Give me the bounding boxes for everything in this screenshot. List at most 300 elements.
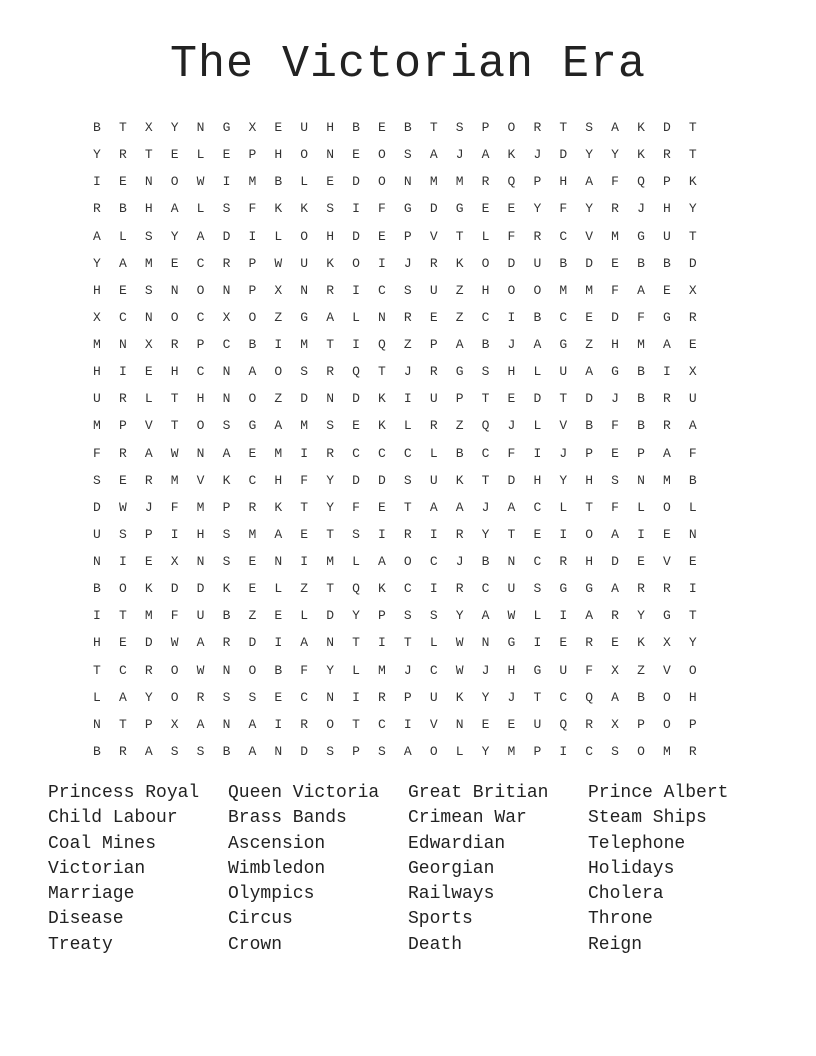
grid-letter[interactable]: B [352, 120, 360, 136]
grid-letter[interactable]: M [300, 337, 309, 353]
grid-letter[interactable]: H [93, 635, 101, 651]
grid-letter[interactable]: U [662, 228, 671, 244]
grid-letter[interactable]: M [93, 337, 101, 353]
grid-letter[interactable]: T [507, 526, 516, 542]
grid-letter[interactable]: C [378, 282, 386, 298]
grid-letter[interactable]: Q [352, 364, 360, 380]
grid-letter[interactable]: D [222, 228, 231, 244]
grid-letter[interactable]: D [352, 174, 360, 190]
grid-letter[interactable]: A [144, 743, 153, 759]
grid-letter[interactable]: T [170, 391, 179, 407]
grid-letter[interactable]: Y [611, 147, 619, 163]
grid-letter[interactable]: R [455, 526, 464, 542]
grid-letter[interactable]: P [378, 608, 386, 624]
grid-letter[interactable]: O [326, 716, 335, 732]
grid-letter[interactable]: T [326, 337, 335, 353]
grid-letter[interactable]: N [326, 391, 335, 407]
grid-letter[interactable]: N [403, 174, 412, 190]
grid-letter[interactable]: Y [481, 743, 490, 759]
grid-letter[interactable]: O [248, 391, 257, 407]
grid-letter[interactable]: U [429, 391, 438, 407]
grid-letter[interactable]: A [455, 337, 464, 353]
grid-letter[interactable]: O [585, 526, 594, 542]
grid-letter[interactable]: U [300, 120, 309, 136]
grid-letter[interactable]: R [662, 581, 671, 597]
grid-letter[interactable]: B [118, 201, 127, 217]
grid-letter[interactable]: I [222, 174, 231, 190]
grid-letter[interactable]: M [585, 282, 594, 298]
grid-letter[interactable]: G [662, 309, 671, 325]
grid-letter[interactable]: M [274, 445, 283, 461]
grid-letter[interactable]: U [429, 282, 438, 298]
grid-letter[interactable]: A [248, 743, 257, 759]
grid-letter[interactable]: R [196, 689, 205, 705]
grid-letter[interactable]: O [507, 282, 516, 298]
grid-letter[interactable]: X [222, 309, 231, 325]
grid-letter[interactable]: L [274, 581, 283, 597]
grid-letter[interactable]: A [403, 743, 412, 759]
grid-letter[interactable]: E [481, 716, 490, 732]
grid-letter[interactable]: L [481, 228, 490, 244]
grid-letter[interactable]: I [274, 635, 283, 651]
grid-letter[interactable]: I [93, 608, 101, 624]
grid-letter[interactable]: H [274, 147, 283, 163]
grid-letter[interactable]: G [248, 418, 257, 434]
grid-letter[interactable]: S [222, 554, 231, 570]
grid-letter[interactable]: O [196, 282, 205, 298]
grid-letter[interactable]: D [611, 554, 619, 570]
grid-letter[interactable]: C [378, 716, 386, 732]
grid-letter[interactable]: N [222, 716, 231, 732]
grid-letter[interactable]: W [507, 608, 516, 624]
grid-letter[interactable]: H [326, 120, 335, 136]
grid-letter[interactable]: F [300, 472, 309, 488]
grid-letter[interactable]: A [196, 228, 205, 244]
grid-letter[interactable]: L [559, 499, 568, 515]
grid-letter[interactable]: E [688, 337, 697, 353]
grid-letter[interactable]: R [611, 201, 619, 217]
grid-letter[interactable]: E [378, 228, 386, 244]
grid-letter[interactable]: G [611, 364, 619, 380]
grid-letter[interactable]: Y [93, 255, 101, 271]
grid-letter[interactable]: D [352, 228, 360, 244]
grid-letter[interactable]: T [118, 608, 127, 624]
grid-letter[interactable]: W [118, 499, 127, 515]
grid-letter[interactable]: J [455, 554, 464, 570]
grid-letter[interactable]: E [559, 635, 568, 651]
grid-letter[interactable]: I [559, 608, 568, 624]
grid-letter[interactable]: L [300, 608, 309, 624]
grid-letter[interactable]: F [507, 445, 516, 461]
grid-letter[interactable]: R [403, 309, 412, 325]
grid-letter[interactable]: L [352, 554, 360, 570]
grid-letter[interactable]: V [662, 662, 671, 678]
grid-letter[interactable]: T [403, 499, 412, 515]
grid-letter[interactable]: A [662, 337, 671, 353]
grid-letter[interactable]: N [170, 282, 179, 298]
grid-letter[interactable]: E [118, 635, 127, 651]
grid-letter[interactable]: Y [455, 608, 464, 624]
grid-letter[interactable]: Y [559, 472, 568, 488]
grid-letter[interactable]: C [118, 309, 127, 325]
grid-letter[interactable]: O [403, 554, 412, 570]
grid-letter[interactable]: M [248, 526, 257, 542]
grid-letter[interactable]: B [637, 391, 645, 407]
grid-letter[interactable]: E [222, 147, 231, 163]
grid-letter[interactable]: J [144, 499, 153, 515]
grid-letter[interactable]: N [118, 337, 127, 353]
grid-letter[interactable]: E [378, 120, 386, 136]
grid-letter[interactable]: T [688, 147, 697, 163]
grid-letter[interactable]: E [274, 689, 283, 705]
grid-letter[interactable]: Y [585, 201, 594, 217]
grid-letter[interactable]: K [300, 201, 309, 217]
grid-letter[interactable]: C [248, 472, 257, 488]
grid-letter[interactable]: O [533, 282, 542, 298]
grid-letter[interactable]: E [352, 418, 360, 434]
grid-letter[interactable]: P [352, 743, 360, 759]
grid-letter[interactable]: S [403, 147, 412, 163]
grid-letter[interactable]: C [196, 364, 205, 380]
grid-letter[interactable]: D [326, 608, 335, 624]
grid-letter[interactable]: I [403, 391, 412, 407]
grid-letter[interactable]: L [533, 608, 542, 624]
grid-letter[interactable]: V [429, 228, 438, 244]
grid-letter[interactable]: Z [455, 282, 464, 298]
grid-letter[interactable]: Y [326, 472, 335, 488]
grid-letter[interactable]: P [533, 743, 542, 759]
grid-letter[interactable]: G [637, 228, 645, 244]
grid-letter[interactable]: D [248, 635, 257, 651]
grid-letter[interactable]: M [455, 174, 464, 190]
grid-letter[interactable]: R [585, 716, 594, 732]
grid-letter[interactable]: O [637, 743, 645, 759]
grid-letter[interactable]: F [352, 499, 360, 515]
grid-letter[interactable]: R [326, 282, 335, 298]
grid-letter[interactable]: T [118, 120, 127, 136]
grid-letter[interactable]: O [118, 581, 127, 597]
grid-letter[interactable]: A [585, 364, 594, 380]
grid-letter[interactable]: G [662, 608, 671, 624]
grid-letter[interactable]: B [637, 689, 645, 705]
grid-letter[interactable]: M [144, 255, 153, 271]
grid-letter[interactable]: L [300, 174, 309, 190]
grid-letter[interactable]: I [559, 526, 568, 542]
grid-letter[interactable]: K [455, 255, 464, 271]
grid-letter[interactable]: R [326, 364, 335, 380]
grid-letter[interactable]: Y [637, 608, 645, 624]
grid-letter[interactable]: S [170, 743, 179, 759]
grid-letter[interactable]: N [222, 662, 231, 678]
grid-letter[interactable]: N [196, 445, 205, 461]
grid-letter[interactable]: P [144, 716, 153, 732]
grid-letter[interactable]: A [429, 147, 438, 163]
grid-letter[interactable]: L [429, 635, 438, 651]
grid-letter[interactable]: Y [585, 147, 594, 163]
grid-letter[interactable]: M [196, 499, 205, 515]
grid-letter[interactable]: R [118, 743, 127, 759]
grid-letter[interactable]: C [429, 662, 438, 678]
grid-letter[interactable]: F [93, 445, 101, 461]
grid-letter[interactable]: J [403, 255, 412, 271]
grid-letter[interactable]: T [300, 499, 309, 515]
grid-letter[interactable]: T [688, 228, 697, 244]
grid-letter[interactable]: Y [170, 228, 179, 244]
grid-letter[interactable]: T [559, 120, 568, 136]
grid-letter[interactable]: M [662, 743, 671, 759]
grid-letter[interactable]: H [611, 337, 619, 353]
grid-letter[interactable]: I [352, 689, 360, 705]
grid-letter[interactable]: X [248, 120, 257, 136]
grid-letter[interactable]: S [222, 689, 231, 705]
grid-letter[interactable]: N [222, 282, 231, 298]
grid-letter[interactable]: O [662, 716, 671, 732]
grid-letter[interactable]: R [326, 445, 335, 461]
grid-letter[interactable]: A [533, 337, 542, 353]
grid-letter[interactable]: L [637, 499, 645, 515]
grid-letter[interactable]: S [93, 472, 101, 488]
grid-letter[interactable]: R [429, 418, 438, 434]
grid-letter[interactable]: I [170, 526, 179, 542]
grid-letter[interactable]: Z [274, 309, 283, 325]
grid-letter[interactable]: A [611, 689, 619, 705]
grid-letter[interactable]: W [274, 255, 283, 271]
grid-letter[interactable]: E [352, 147, 360, 163]
grid-letter[interactable]: H [688, 689, 697, 705]
grid-letter[interactable]: I [429, 581, 438, 597]
grid-letter[interactable]: N [378, 309, 386, 325]
grid-letter[interactable]: S [144, 282, 153, 298]
grid-letter[interactable]: E [611, 445, 619, 461]
grid-letter[interactable]: E [507, 716, 516, 732]
grid-letter[interactable]: A [637, 282, 645, 298]
grid-letter[interactable]: R [662, 147, 671, 163]
grid-letter[interactable]: R [93, 201, 101, 217]
grid-letter[interactable]: R [403, 526, 412, 542]
grid-letter[interactable]: E [326, 174, 335, 190]
grid-letter[interactable]: L [429, 445, 438, 461]
grid-letter[interactable]: D [585, 391, 594, 407]
grid-letter[interactable]: C [196, 255, 205, 271]
grid-letter[interactable]: E [248, 445, 257, 461]
grid-letter[interactable]: U [533, 716, 542, 732]
grid-letter[interactable]: B [637, 364, 645, 380]
grid-letter[interactable]: I [533, 635, 542, 651]
grid-letter[interactable]: F [611, 174, 619, 190]
grid-letter[interactable]: E [300, 526, 309, 542]
grid-letter[interactable]: M [326, 554, 335, 570]
grid-letter[interactable]: P [144, 526, 153, 542]
grid-letter[interactable]: G [300, 309, 309, 325]
grid-letter[interactable]: T [533, 689, 542, 705]
grid-letter[interactable]: X [170, 554, 179, 570]
grid-letter[interactable]: I [378, 526, 386, 542]
grid-letter[interactable]: N [326, 635, 335, 651]
grid-letter[interactable]: Y [533, 201, 542, 217]
grid-letter[interactable]: K [378, 391, 386, 407]
grid-letter[interactable]: P [688, 716, 697, 732]
grid-letter[interactable]: C [352, 445, 360, 461]
grid-letter[interactable]: O [300, 228, 309, 244]
grid-letter[interactable]: X [274, 282, 283, 298]
grid-letter[interactable]: A [222, 445, 231, 461]
grid-letter[interactable]: B [93, 581, 101, 597]
grid-letter[interactable]: N [507, 554, 516, 570]
grid-letter[interactable]: P [248, 255, 257, 271]
grid-letter[interactable]: L [352, 309, 360, 325]
grid-letter[interactable]: X [688, 282, 697, 298]
grid-letter[interactable]: U [93, 526, 101, 542]
grid-letter[interactable]: L [403, 418, 412, 434]
grid-letter[interactable]: R [144, 662, 153, 678]
grid-letter[interactable]: H [170, 364, 179, 380]
grid-letter[interactable]: S [352, 526, 360, 542]
grid-letter[interactable]: I [559, 743, 568, 759]
grid-letter[interactable]: O [429, 743, 438, 759]
grid-letter[interactable]: Q [378, 337, 386, 353]
grid-letter[interactable]: A [481, 147, 490, 163]
grid-letter[interactable]: H [559, 174, 568, 190]
grid-letter[interactable]: J [637, 201, 645, 217]
grid-letter[interactable]: T [144, 147, 153, 163]
grid-letter[interactable]: P [403, 689, 412, 705]
grid-letter[interactable]: E [118, 472, 127, 488]
grid-letter[interactable]: N [455, 716, 464, 732]
grid-letter[interactable]: I [300, 445, 309, 461]
grid-letter[interactable]: D [300, 391, 309, 407]
grid-letter[interactable]: V [144, 418, 153, 434]
grid-letter[interactable]: X [688, 364, 697, 380]
grid-letter[interactable]: C [533, 554, 542, 570]
grid-letter[interactable]: S [481, 364, 490, 380]
grid-letter[interactable]: J [533, 147, 542, 163]
grid-letter[interactable]: B [481, 554, 490, 570]
grid-letter[interactable]: E [274, 120, 283, 136]
grid-letter[interactable]: Y [688, 635, 697, 651]
grid-letter[interactable]: M [170, 472, 179, 488]
grid-letter[interactable]: J [507, 418, 516, 434]
grid-letter[interactable]: A [429, 499, 438, 515]
grid-letter[interactable]: D [688, 255, 697, 271]
grid-letter[interactable]: R [222, 255, 231, 271]
grid-letter[interactable]: A [274, 418, 283, 434]
grid-letter[interactable]: P [196, 337, 205, 353]
grid-letter[interactable]: F [688, 445, 697, 461]
grid-letter[interactable]: N [688, 526, 697, 542]
grid-letter[interactable]: B [662, 255, 671, 271]
grid-letter[interactable]: F [559, 201, 568, 217]
grid-letter[interactable]: P [533, 174, 542, 190]
grid-letter[interactable]: P [429, 337, 438, 353]
grid-letter[interactable]: Y [144, 689, 153, 705]
grid-letter[interactable]: G [455, 201, 464, 217]
grid-letter[interactable]: S [118, 526, 127, 542]
grid-letter[interactable]: R [429, 255, 438, 271]
grid-letter[interactable]: P [585, 445, 594, 461]
grid-letter[interactable]: I [352, 282, 360, 298]
grid-letter[interactable]: H [93, 364, 101, 380]
grid-letter[interactable]: I [507, 309, 516, 325]
grid-letter[interactable]: E [170, 147, 179, 163]
grid-letter[interactable]: B [274, 662, 283, 678]
letter-grid[interactable] [84, 114, 732, 765]
grid-letter[interactable]: I [118, 554, 127, 570]
grid-letter[interactable]: R [222, 635, 231, 651]
grid-letter[interactable]: O [378, 174, 386, 190]
grid-letter[interactable]: Y [93, 147, 101, 163]
grid-letter[interactable]: A [455, 499, 464, 515]
grid-letter[interactable]: D [611, 309, 619, 325]
grid-letter[interactable]: D [300, 743, 309, 759]
grid-letter[interactable]: K [688, 174, 697, 190]
grid-letter[interactable]: N [196, 120, 205, 136]
grid-letter[interactable]: L [196, 201, 205, 217]
grid-letter[interactable]: R [637, 581, 645, 597]
grid-letter[interactable]: K [507, 147, 516, 163]
grid-letter[interactable]: E [533, 526, 542, 542]
grid-letter[interactable]: T [326, 581, 335, 597]
grid-letter[interactable]: Q [352, 581, 360, 597]
grid-letter[interactable]: I [352, 337, 360, 353]
grid-letter[interactable]: C [559, 689, 568, 705]
grid-letter[interactable]: H [662, 201, 671, 217]
grid-letter[interactable]: U [300, 255, 309, 271]
grid-letter[interactable]: D [144, 635, 153, 651]
grid-letter[interactable]: R [455, 581, 464, 597]
grid-letter[interactable]: E [481, 201, 490, 217]
grid-letter[interactable]: S [326, 418, 335, 434]
grid-letter[interactable]: D [507, 255, 516, 271]
grid-letter[interactable]: N [326, 147, 335, 163]
grid-letter[interactable]: S [611, 743, 619, 759]
grid-letter[interactable]: G [585, 581, 594, 597]
grid-letter[interactable]: S [378, 743, 386, 759]
grid-letter[interactable]: S [533, 581, 542, 597]
grid-letter[interactable]: W [196, 662, 205, 678]
grid-letter[interactable]: R [533, 228, 542, 244]
grid-letter[interactable]: K [378, 581, 386, 597]
grid-letter[interactable]: E [611, 255, 619, 271]
grid-letter[interactable]: P [248, 147, 257, 163]
grid-letter[interactable]: A [585, 174, 594, 190]
grid-letter[interactable]: O [507, 120, 516, 136]
grid-letter[interactable]: U [196, 608, 205, 624]
grid-letter[interactable]: E [507, 391, 516, 407]
grid-letter[interactable]: O [274, 364, 283, 380]
grid-letter[interactable]: S [403, 282, 412, 298]
grid-letter[interactable]: S [429, 608, 438, 624]
grid-letter[interactable]: C [378, 445, 386, 461]
grid-letter[interactable]: N [637, 472, 645, 488]
grid-letter[interactable]: O [248, 309, 257, 325]
grid-letter[interactable]: R [559, 554, 568, 570]
grid-letter[interactable]: D [378, 472, 386, 488]
grid-letter[interactable]: M [93, 418, 101, 434]
grid-letter[interactable]: O [170, 662, 179, 678]
grid-letter[interactable]: K [378, 418, 386, 434]
grid-letter[interactable]: A [196, 716, 205, 732]
grid-letter[interactable]: A [274, 526, 283, 542]
grid-letter[interactable]: L [118, 228, 127, 244]
grid-letter[interactable]: K [326, 255, 335, 271]
grid-letter[interactable]: H [507, 662, 516, 678]
grid-letter[interactable]: X [611, 716, 619, 732]
grid-letter[interactable]: L [93, 689, 101, 705]
grid-letter[interactable]: C [481, 445, 490, 461]
grid-letter[interactable]: E [662, 526, 671, 542]
grid-letter[interactable]: B [481, 337, 490, 353]
grid-letter[interactable]: Y [326, 499, 335, 515]
